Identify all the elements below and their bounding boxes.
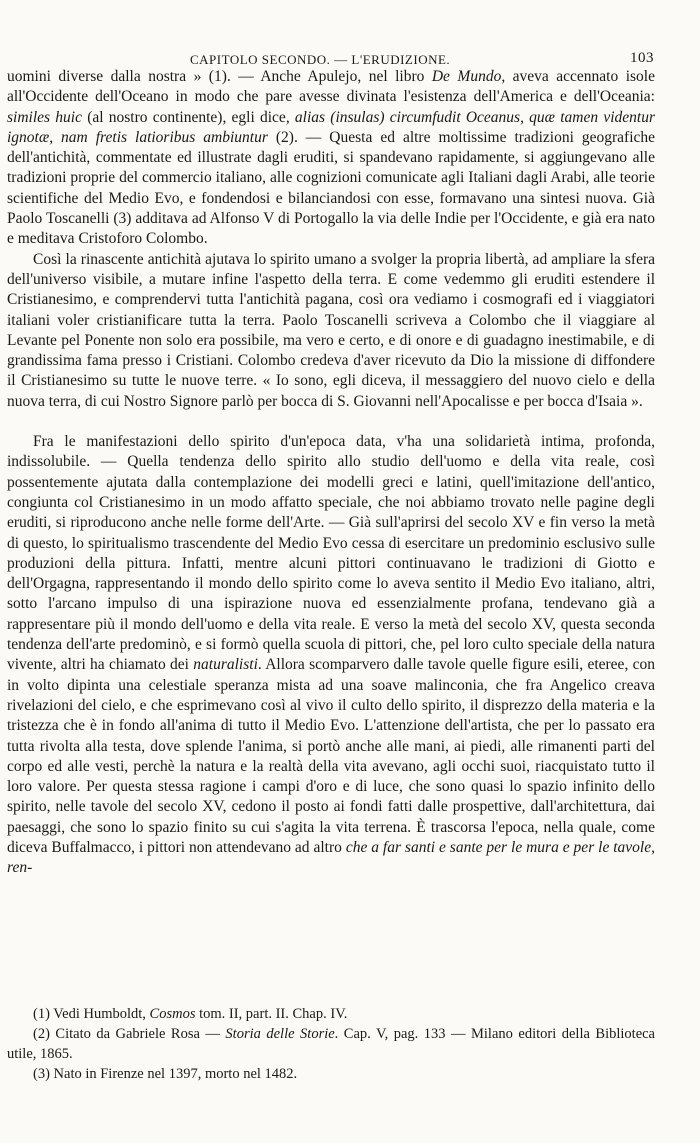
footnote-1: (1) Vedi Humboldt, Cosmos tom. II, part. II. Chap. IV.	[33, 1006, 348, 1022]
italic-run: Storia delle Storie	[225, 1026, 335, 1043]
footnote-3: (3) Nato in Firenze nel 1397, morto nel 1482.	[33, 1065, 298, 1082]
italic-run: De Mundo	[431, 68, 502, 85]
main-text	[7, 67, 655, 879]
footnotes	[7, 1005, 655, 1085]
paragraph-1: uomini diverse dalla nostra » (1). — Anche Apulejo, nel libro De Mundo, aveva accennato isole all'Occidente dell'Oceano in modo che pare avesse divinata l'esistenza dell'America e dell'Oceania: similes huic (al nostro continente), egli dice, alias (insulas) circumfudit Oceanus, quæ tamen videntur ignotæ, nam fretis latioribus ambiuntur (2). — Questa ed altre moltissime tradizioni geografiche dell'antichità, commentate ed illustrate dagli eruditi, si spandevano rapidamente, si aggiungevano alle tradizioni proprie del commercio italiano, alle cognizioni comunicate agli Italiani dagli Arabi, alle teorie scientifiche del Medio Evo, e fondendosi e bilanciandosi con esse, formavano una sintesi nuova. Già Paolo Toscanelli (3) additava ad Alfonso V di Portogallo la via delle Indie per l'Occidente, e già era nato e meditava Cristoforo Colombo.	[7, 68, 656, 248]
italic-run: similes huic	[7, 108, 82, 126]
italic-run: Cosmos	[149, 1006, 196, 1022]
italic-run: che a far santi e sante per le mura e per le tavole, ren-	[7, 838, 655, 877]
paragraph-3: Fra le manifestazioni dello spirito d'un'epoca data, v'ha una solidarietà intima, profonda, indissolubile. — Quella tendenza dello spirito allo studio dell'uomo e della vita reale, così possentemente ajutata dalla contemplazione dei modelli greci e latini, quell'imitazione dell'antico, congiunta col Cristianesimo in un modo affatto speciale, che noi abbiamo trovato nelle pagine degli eruditi, si riproducono anche nelle forme dell'Arte. — Già sull'aprirsi del secolo XV e fin verso la metà di questo, lo spiritualismo trascendente del Medio Evo cessa di esercitare un predominio esclusivo sulle produzioni della pittura. Infatti, mentre alcuni pittori continuavano le tradizioni di Giotto e dell'Orgagna, rappresentando il mondo dello spirito come lo aveva sentito il Medio Evo italiano, altri, sotto l'arcano impulso di una ispirazione nuova ed essenzialmente profana, tendevano già a rappresentare più il mondo dell'uomo e della vita reale. E verso la metà del secolo XV, questa seconda tendenza dell'arte predominò, e si formò quella scuola di pittori, che, pel loro culto speciale della natura vivente, altri ha chiamato dei naturalisti. Allora scomparvero dalle tavole quelle figure esili, eteree, con in volto dipinta una celestiale speranza mista ad una soave malinconia, che fra Angelico creava rivelazioni del cielo, e che esprimevano così al vivo il culto dello spirito, il disprezzo della materia e la tristezza che è in fondo all'anima di tutto il Medio Evo. L'attenzione dell'artista, che per lo passato era tutta rivolta alla testa, dove splende l'anima, si portò anche alle mani, ai piedi, alle rimanenti parti del corpo ed alle vesti, perchè la natura e la realtà della vita avevano, agli occhi suoi, riacquistato tutto il loro valore. Per questa stessa ragione i campi d'oro e di luce, che sono quasi lo spazio infinito dello spirito, nelle tavole del secolo XV, cedono il posto ai fondi fatti dalle prospettive, dall'architettura, dai paesaggi, che sono lo spazio finito su cui s'agita la vita terrena. È trascorsa l'epoca, nella quale, come diceva Buffalmacco, i pittori non attendevano ad altro che a far santi e sante per le mura e per le tavole, ren-	[7, 433, 655, 877]
running-header	[0, 50, 700, 68]
page-number: 103	[630, 50, 654, 66]
paragraph-2: Così la rinascente antichità ajutava lo spirito umano a svolger la propria libertà, ad ampliare la sfera dell'universo visibile, a mutare infine l'aspetto della terra. E come vedemmo gli eruditi estendere il Cristianesimo, e comprendervi tutta l'antichità pagana, così ora vediamo i cosmografi ed i viaggiatori italiani voler cristianificare tutta la terra. Paolo Toscanelli scriveva a Colombo che il viaggiare al Levante pel Ponente non solo era possibile, ma vero e certo, e di onore e di guadagno inestimabile, e di grandissima fama presso i Cristiani. Colombo credeva d'aver ricevuto da Dio la missione di diffondere il Cristianesimo su tutte le nuove terre. « Io sono, egli diceva, il messaggiero del nuovo cielo e della nuova terra, di cui Nostro Signore parlò per bocca di S. Giovanni nell'Apocalisse e per bocca d'Isaia ».	[7, 250, 655, 410]
running-title: CAPITOLO SECONDO. — L'ERUDIZIONE.	[190, 52, 451, 67]
italic-run: alias (insulas) circumfudit Oceanus, quæ tamen videntur ignotæ, nam fretis latioribus ambiuntur	[7, 108, 655, 146]
footnote-2: (2) Citato da Gabriele Rosa — Storia delle Storie. Cap. V, pag. 133 — Milano editori della Biblioteca utile, 1865.	[7, 1026, 655, 1062]
italic-run: naturalisti	[193, 656, 258, 674]
